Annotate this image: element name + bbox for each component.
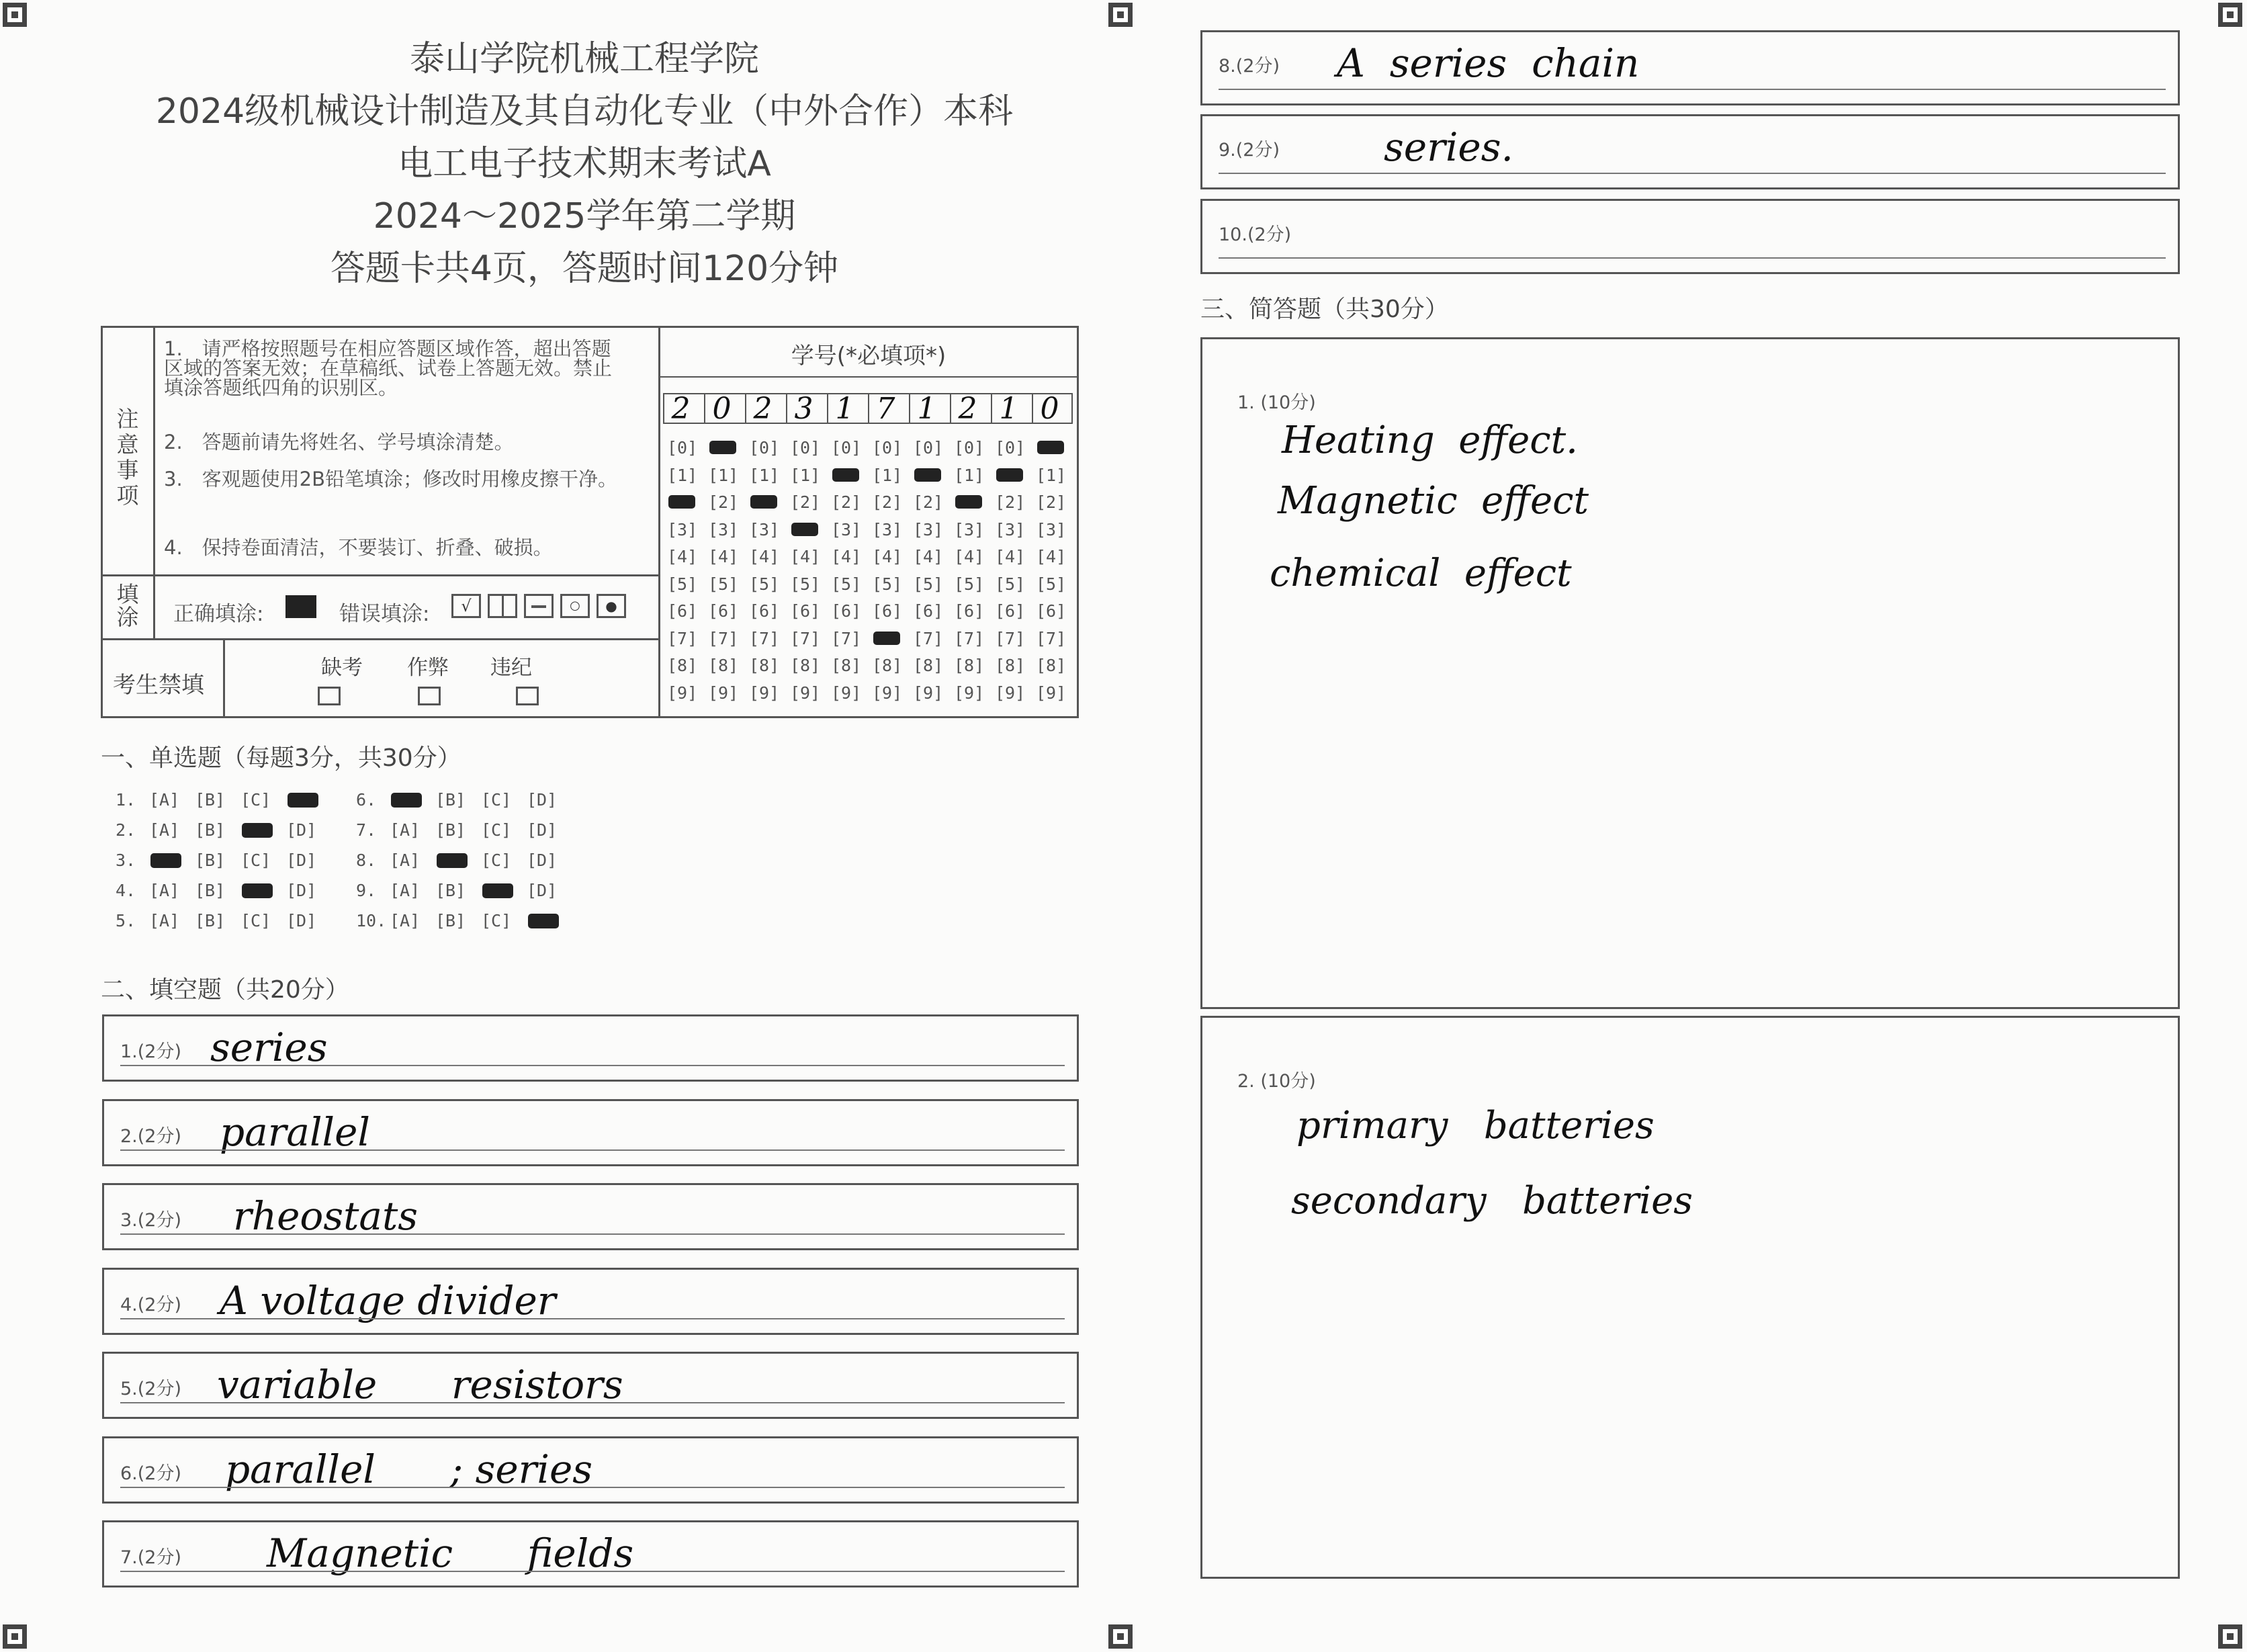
id-bubble[interactable]: [6] <box>872 601 903 621</box>
student-id-digit: 0 <box>704 394 738 424</box>
fill-blank-label: 5.(2分) <box>120 1379 182 1399</box>
section2-title: 二、填空题（共20分） <box>101 976 349 1004</box>
id-bubble[interactable]: [7] <box>831 628 862 648</box>
id-bubble[interactable]: [2] <box>995 492 1026 512</box>
mc-bubble-filled[interactable] <box>288 793 318 808</box>
correct-fill-sample <box>285 595 316 618</box>
short-answer-1[interactable] <box>1200 337 2180 1009</box>
id-bubble[interactable]: [6] <box>1036 601 1067 621</box>
id-bubble[interactable]: [1] <box>667 465 698 485</box>
header-exam-name: 电工电子技术期末考试A <box>398 144 771 184</box>
mc-bubble[interactable]: [D] <box>527 881 558 900</box>
short-answer-line: primary batteries <box>1296 1104 1655 1147</box>
fill-blank-6[interactable] <box>102 1436 1079 1504</box>
id-bubble[interactable]: [0] <box>790 438 821 458</box>
notice-item-2: 2. 答题前请先将姓名、学号填涂清楚。 <box>164 431 514 453</box>
mc-bubble[interactable]: [B] <box>435 790 466 810</box>
id-bubble-filled[interactable] <box>873 632 900 645</box>
id-bubble[interactable]: [5] <box>708 574 739 594</box>
notice-item-1: 1. 请严格按照题号在相应答题区域作答，超出答题区域的答案无效；在草稿纸、试卷上答题无效。禁止填涂答题纸四角的识别区。 <box>164 337 613 399</box>
fill-blank-label: 4.(2分) <box>120 1295 182 1315</box>
forbidden-label: 考生禁填 <box>113 672 204 699</box>
notice-item-3: 3. 客观题使用2B铅笔填涂；修改时用橡皮擦干净。 <box>164 468 618 490</box>
short-answer-2[interactable] <box>1200 1016 2180 1579</box>
id-bubble[interactable]: [1] <box>708 465 739 485</box>
mc-question-number: 8. <box>356 851 377 870</box>
id-bubble[interactable]: [4] <box>790 547 821 566</box>
absent-label: 缺考 <box>321 656 363 680</box>
fill-blank-label: 1.(2分) <box>120 1041 182 1062</box>
fill-label: 填涂 <box>116 581 139 630</box>
id-bubble[interactable]: [1] <box>1036 465 1067 485</box>
mc-question-number: 4. <box>116 881 136 900</box>
fill-blank-8[interactable] <box>1200 30 2180 105</box>
mc-bubble[interactable]: [D] <box>286 911 317 930</box>
mc-bubble[interactable]: [D] <box>527 790 558 810</box>
mc-bubble-filled[interactable] <box>150 853 181 868</box>
mc-bubble[interactable]: [C] <box>240 851 271 870</box>
mc-bubble[interactable]: [B] <box>195 851 226 870</box>
id-bubble[interactable]: [7] <box>995 628 1026 648</box>
id-bubble[interactable]: [6] <box>708 601 739 621</box>
id-bubble[interactable]: [7] <box>708 628 739 648</box>
fill-blank-label: 7.(2分) <box>120 1547 182 1568</box>
fill-blank-2[interactable] <box>102 1099 1079 1166</box>
id-bubble[interactable]: [5] <box>831 574 862 594</box>
id-bubble[interactable]: [5] <box>749 574 780 594</box>
id-bubble[interactable]: [9] <box>749 683 780 703</box>
id-bubble[interactable]: [3] <box>913 519 944 539</box>
fill-blank-answer: Magnetic fields <box>267 1530 634 1576</box>
violation-checkbox[interactable] <box>516 687 539 705</box>
mc-question-number: 10. <box>356 911 387 930</box>
mc-bubble-filled[interactable] <box>391 793 422 808</box>
cheat-label: 作弊 <box>407 656 449 680</box>
id-bubble[interactable]: [3] <box>749 519 780 539</box>
mc-bubble[interactable]: [B] <box>195 820 226 840</box>
mc-bubble-filled[interactable] <box>437 853 468 868</box>
mc-bubble[interactable]: [B] <box>195 881 226 900</box>
fill-blank-answer: parallel ; series <box>225 1446 593 1492</box>
notice-item-4: 4. 保持卷面清洁，不要装订、折叠、破损。 <box>164 536 553 559</box>
fill-blank-answer: A series chain <box>1337 40 1640 86</box>
fill-blank-label: 8.(2分) <box>1219 56 1280 77</box>
student-id-title: 学号(*必填项*) <box>791 343 946 369</box>
id-bubble[interactable]: [5] <box>913 574 944 594</box>
id-bubble[interactable]: [0] <box>872 438 903 458</box>
mc-bubble[interactable]: [C] <box>481 820 512 840</box>
id-bubble-filled[interactable] <box>750 495 777 509</box>
id-bubble[interactable]: [8] <box>1036 656 1067 675</box>
mc-question-number: 3. <box>116 851 136 870</box>
id-bubble[interactable]: [0] <box>913 438 944 458</box>
short-answer-line: Heating effect. <box>1282 419 1578 462</box>
mc-bubble[interactable]: [D] <box>286 851 317 870</box>
section3-title: 三、简答题（共30分） <box>1200 296 1449 323</box>
id-bubble[interactable]: [9] <box>708 683 739 703</box>
id-bubble[interactable]: [2] <box>872 492 903 512</box>
id-bubble[interactable]: [4] <box>708 547 739 566</box>
cheat-checkbox[interactable] <box>418 687 441 705</box>
short-answer-line: chemical effect <box>1270 552 1572 595</box>
fill-blank-7[interactable] <box>102 1520 1079 1588</box>
corner-marker-bottom-right <box>2218 1624 2242 1649</box>
student-id-digit: 1 <box>991 394 1025 424</box>
id-bubble[interactable]: [8] <box>749 656 780 675</box>
id-bubble-filled[interactable] <box>832 468 859 482</box>
mc-bubble[interactable]: [D] <box>286 820 317 840</box>
notice-side-label: 注意事项 <box>116 406 139 509</box>
fill-blank-answer: rheostats <box>233 1193 418 1239</box>
id-bubble[interactable]: [8] <box>872 656 903 675</box>
mc-bubble[interactable]: [A] <box>149 790 180 810</box>
mc-bubble[interactable]: [A] <box>390 820 421 840</box>
mc-bubble[interactable]: [A] <box>149 911 180 930</box>
id-bubble[interactable]: [4] <box>872 547 903 566</box>
mc-question-number: 7. <box>356 820 377 840</box>
id-bubble[interactable]: [4] <box>749 547 780 566</box>
mc-bubble[interactable]: [B] <box>435 881 466 900</box>
fill-blank-label: 2.(2分) <box>120 1126 182 1147</box>
id-bubble-filled[interactable] <box>791 523 818 536</box>
mc-bubble[interactable]: [A] <box>149 881 180 900</box>
fill-blank-answer: series. <box>1384 124 1513 170</box>
id-bubble[interactable]: [5] <box>872 574 903 594</box>
id-bubble[interactable]: [4] <box>667 547 698 566</box>
mc-bubble-filled[interactable] <box>528 914 559 928</box>
fill-blank-label: 10.(2分) <box>1219 224 1292 245</box>
mc-bubble[interactable]: [B] <box>435 820 466 840</box>
corner-marker-top-left <box>3 3 27 27</box>
fill-blank-answer: variable resistors <box>217 1362 623 1407</box>
fill-blank-label: 6.(2分) <box>120 1463 182 1484</box>
id-bubble[interactable]: [2] <box>708 492 739 512</box>
fill-blank-10[interactable] <box>1200 199 2180 274</box>
id-bubble[interactable]: [1] <box>790 465 821 485</box>
mc-bubble[interactable]: [C] <box>481 911 512 930</box>
id-bubble[interactable]: [7] <box>1036 628 1067 648</box>
id-bubble[interactable]: [7] <box>954 628 985 648</box>
id-bubble[interactable]: [4] <box>913 547 944 566</box>
header-major: 2024级机械设计制造及其自动化专业（中外合作）本科 <box>155 91 1014 132</box>
id-bubble[interactable]: [7] <box>913 628 944 648</box>
id-bubble-filled[interactable] <box>668 495 695 509</box>
id-bubble[interactable]: [6] <box>667 601 698 621</box>
id-bubble[interactable]: [6] <box>790 601 821 621</box>
fill-blank-answer: A voltage divider <box>220 1278 556 1323</box>
mc-bubble[interactable]: [C] <box>240 911 271 930</box>
mc-bubble[interactable]: [D] <box>527 851 558 870</box>
id-bubble[interactable]: [7] <box>749 628 780 648</box>
id-bubble[interactable]: [9] <box>954 683 985 703</box>
id-bubble[interactable]: [4] <box>1036 547 1067 566</box>
student-id-digit: 2 <box>950 394 984 424</box>
id-bubble[interactable]: [7] <box>667 628 698 648</box>
student-id-digit: 3 <box>786 394 820 424</box>
id-bubble[interactable]: [3] <box>667 519 698 539</box>
mc-bubble[interactable]: [B] <box>435 911 466 930</box>
id-bubble[interactable]: [3] <box>831 519 862 539</box>
id-bubble[interactable]: [5] <box>1036 574 1067 594</box>
fill-blank-label: 9.(2分) <box>1219 140 1280 161</box>
mc-question-number: 5. <box>116 911 136 930</box>
id-bubble[interactable]: [9] <box>995 683 1026 703</box>
id-bubble[interactable]: [8] <box>913 656 944 675</box>
mc-bubble[interactable]: [A] <box>390 881 421 900</box>
mc-bubble[interactable]: [D] <box>527 820 558 840</box>
student-id-digit: 1 <box>909 394 943 424</box>
id-bubble[interactable]: [5] <box>790 574 821 594</box>
fill-blank-1[interactable] <box>102 1014 1079 1082</box>
id-bubble[interactable]: [8] <box>995 656 1026 675</box>
id-bubble-filled[interactable] <box>1037 441 1064 454</box>
mc-bubble[interactable]: [A] <box>390 911 421 930</box>
id-bubble[interactable]: [5] <box>954 574 985 594</box>
id-bubble[interactable]: [3] <box>995 519 1026 539</box>
id-bubble[interactable]: [6] <box>749 601 780 621</box>
student-id-digit: 7 <box>868 394 902 424</box>
id-bubble[interactable]: [5] <box>667 574 698 594</box>
mc-bubble[interactable]: [B] <box>195 790 226 810</box>
mc-bubble[interactable]: [B] <box>195 911 226 930</box>
fill-blank-answer: parallel <box>220 1109 370 1155</box>
mc-question-number: 1. <box>116 790 136 810</box>
id-bubble[interactable]: [4] <box>831 547 862 566</box>
corner-marker-bottom-left <box>3 1624 27 1649</box>
header-school: 泰山学院机械工程学院 <box>409 39 759 79</box>
id-bubble[interactable]: [2] <box>790 492 821 512</box>
header-page-info: 答题卡共4页，答题时间120分钟 <box>330 249 839 289</box>
mc-bubble[interactable]: [C] <box>240 790 271 810</box>
id-bubble[interactable]: [6] <box>913 601 944 621</box>
id-bubble[interactable]: [3] <box>954 519 985 539</box>
id-bubble[interactable]: [8] <box>790 656 821 675</box>
id-bubble[interactable]: [8] <box>667 656 698 675</box>
fill-blank-answer: series <box>210 1025 328 1070</box>
student-id-digit: 2 <box>745 394 779 424</box>
id-bubble-filled[interactable] <box>996 468 1023 482</box>
id-bubble[interactable]: [1] <box>872 465 903 485</box>
id-bubble-filled[interactable] <box>914 468 941 482</box>
id-bubble[interactable]: [9] <box>667 683 698 703</box>
id-bubble[interactable]: [2] <box>831 492 862 512</box>
id-bubble[interactable]: [8] <box>708 656 739 675</box>
short-answer-label: 2. (10分) <box>1237 1071 1316 1092</box>
id-bubble[interactable]: [7] <box>790 628 821 648</box>
mc-bubble-filled[interactable] <box>242 823 273 838</box>
student-id-digit: 2 <box>663 394 697 424</box>
id-bubble[interactable]: [3] <box>1036 519 1067 539</box>
id-bubble[interactable]: [1] <box>749 465 780 485</box>
corner-marker-top-right <box>2218 3 2242 27</box>
corner-marker-bottom-middle <box>1108 1624 1133 1649</box>
id-bubble[interactable]: [2] <box>1036 492 1067 512</box>
mc-bubble-filled[interactable] <box>482 883 513 898</box>
mc-question-number: 2. <box>116 820 136 840</box>
fill-blank-5[interactable] <box>102 1352 1079 1419</box>
student-id-digit: 1 <box>827 394 861 424</box>
id-bubble[interactable]: [8] <box>831 656 862 675</box>
mc-bubble[interactable]: [A] <box>149 820 180 840</box>
id-bubble[interactable]: [4] <box>995 547 1026 566</box>
fill-blank-4[interactable] <box>102 1268 1079 1335</box>
id-bubble-filled[interactable] <box>955 495 982 509</box>
id-bubble[interactable]: [3] <box>872 519 903 539</box>
id-bubble[interactable]: [9] <box>831 683 862 703</box>
fill-blank-9[interactable] <box>1200 114 2180 189</box>
id-bubble[interactable]: [3] <box>708 519 739 539</box>
corner-marker-top-middle <box>1108 3 1133 27</box>
id-bubble[interactable]: [1] <box>954 465 985 485</box>
id-bubble[interactable]: [0] <box>954 438 985 458</box>
mc-question-number: 6. <box>356 790 377 810</box>
id-bubble[interactable]: [0] <box>995 438 1026 458</box>
fill-blank-label: 3.(2分) <box>120 1210 182 1231</box>
short-answer-label: 1. (10分) <box>1237 392 1316 413</box>
wrong-fill-label: 错误填涂: <box>339 602 430 626</box>
id-bubble[interactable]: [9] <box>1036 683 1067 703</box>
student-id-digit: 0 <box>1032 394 1066 424</box>
id-bubble[interactable]: [5] <box>995 574 1026 594</box>
mc-bubble[interactable]: [D] <box>286 881 317 900</box>
violation-label: 违纪 <box>490 656 532 680</box>
id-bubble[interactable]: [8] <box>954 656 985 675</box>
mc-bubble-filled[interactable] <box>242 883 273 898</box>
short-answer-line: secondary batteries <box>1291 1179 1693 1223</box>
id-bubble[interactable]: [6] <box>954 601 985 621</box>
mc-question-number: 9. <box>356 881 377 900</box>
mc-bubble[interactable]: [A] <box>390 851 421 870</box>
id-bubble[interactable]: [6] <box>831 601 862 621</box>
id-bubble[interactable]: [9] <box>872 683 903 703</box>
id-bubble[interactable]: [9] <box>913 683 944 703</box>
id-bubble[interactable]: [2] <box>913 492 944 512</box>
mc-bubble[interactable]: [C] <box>481 790 512 810</box>
id-bubble-filled[interactable] <box>709 441 736 454</box>
absent-checkbox[interactable] <box>318 687 341 705</box>
id-bubble[interactable]: [0] <box>831 438 862 458</box>
fill-blank-3[interactable] <box>102 1183 1079 1250</box>
id-bubble[interactable]: [4] <box>954 547 985 566</box>
id-bubble[interactable]: [6] <box>995 601 1026 621</box>
header-semester: 2024～2025学年第二学期 <box>373 196 796 236</box>
section1-title: 一、单选题（每题3分，共30分） <box>101 744 461 772</box>
id-bubble[interactable]: [0] <box>749 438 780 458</box>
id-bubble[interactable]: [9] <box>790 683 821 703</box>
id-bubble[interactable]: [0] <box>667 438 698 458</box>
short-answer-line: Magnetic effect <box>1278 479 1589 523</box>
correct-fill-label: 正确填涂: <box>173 602 264 626</box>
mc-bubble[interactable]: [C] <box>481 851 512 870</box>
